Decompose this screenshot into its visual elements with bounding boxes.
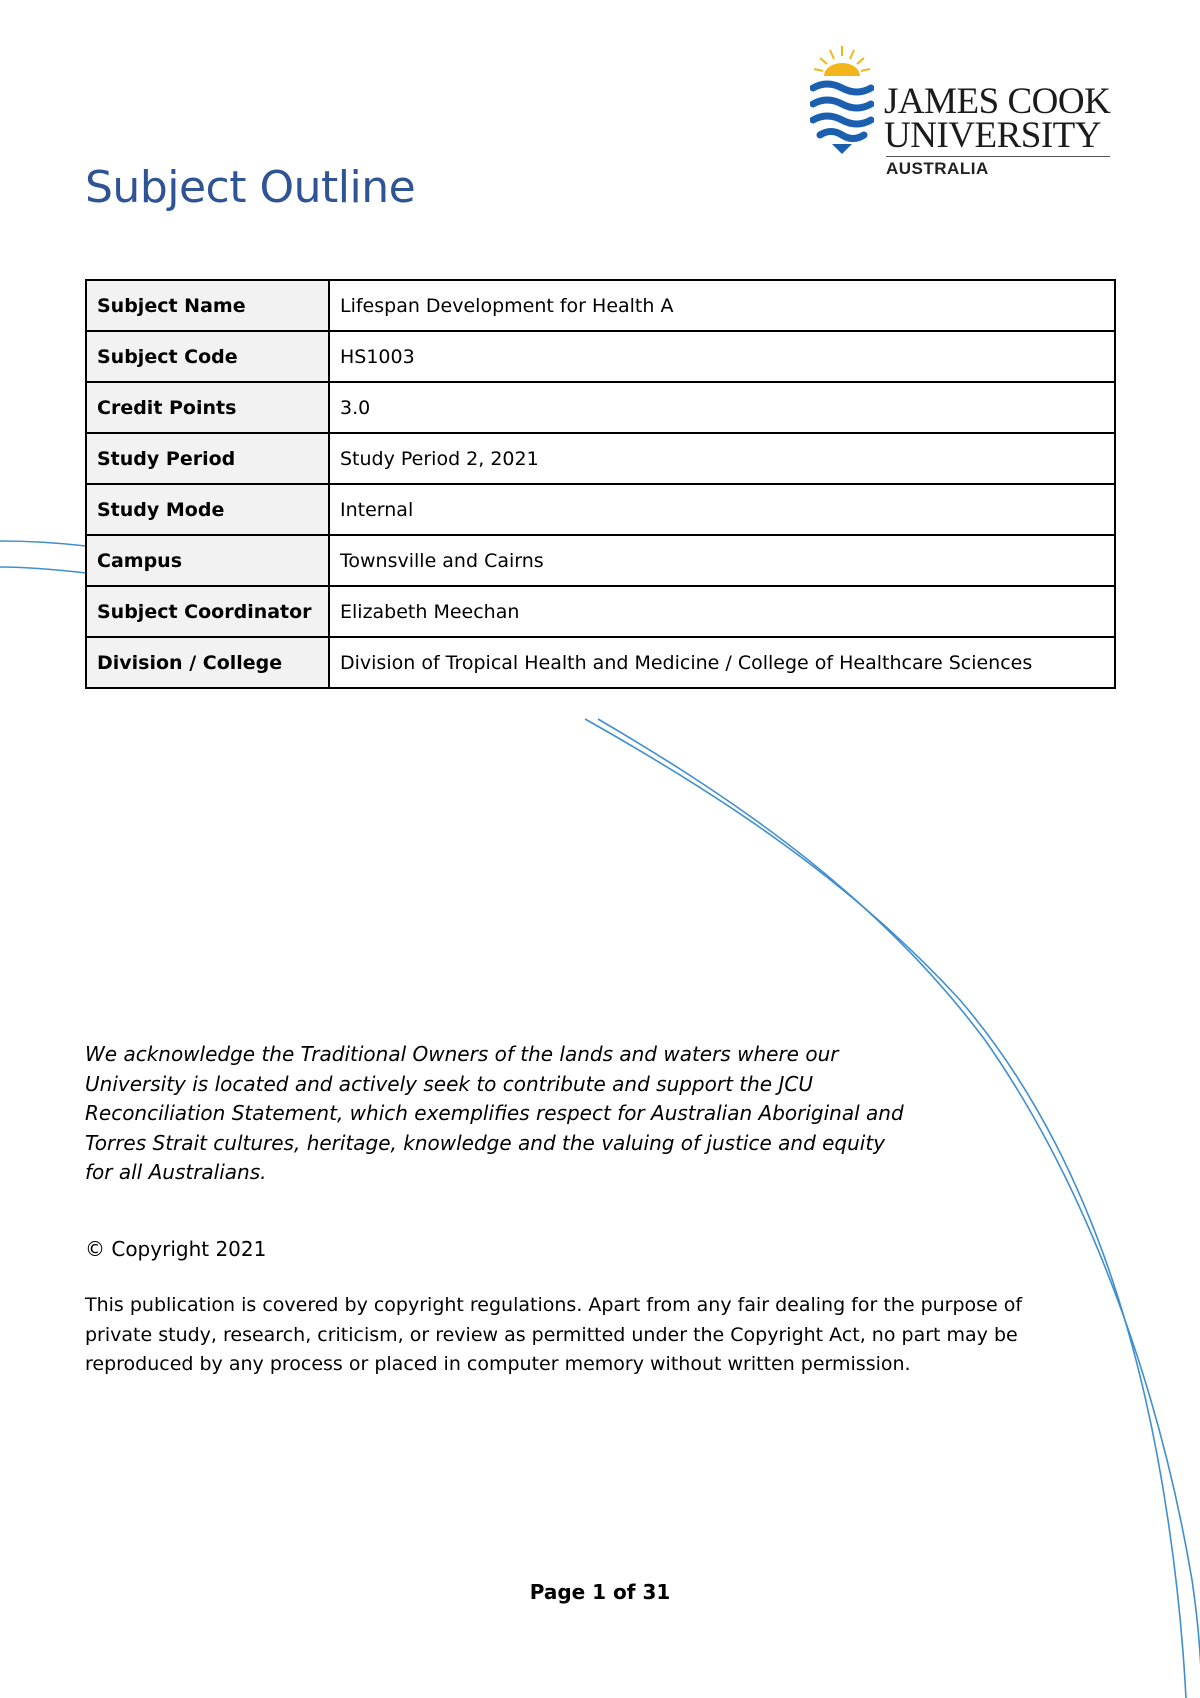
row-label-division-college: Division / College [86,637,329,688]
row-label-subject-name: Subject Name [86,280,329,331]
copyright-notice: This publication is covered by copyright regulations. Apart from any fair dealing for the purpose of private study, research, criticism, or review as permitted under the Copyright Act, no part may be reproduced by any process or placed in computer memory without written permission. [85,1294,1023,1375]
row-label-subject-code: Subject Code [86,331,329,382]
jcu-emblem [810,46,874,156]
row-label-subject-coordinator: Subject Coordinator [86,586,329,637]
page-title: Subject Outline [85,162,416,213]
row-value-study-mode: Internal [329,484,1115,535]
jcu-logo [810,46,1115,181]
table-row [86,484,1115,535]
table-row [86,382,1115,433]
row-value-campus: Townsville and Cairns [329,535,1115,586]
logo-line-1: JAMES COOK [884,81,1111,122]
table-row [86,280,1115,331]
copyright-line: © Copyright 2021 [85,1237,267,1261]
row-value-study-period: Study Period 2, 2021 [329,433,1115,484]
row-value-subject-coordinator: Elizabeth Meechan [329,586,1115,637]
logo-line-2: UNIVERSITY [884,115,1101,156]
table-row [86,586,1115,637]
table-row [86,637,1115,688]
row-label-campus: Campus [86,535,329,586]
logo-divider [886,156,1110,157]
row-label-credit-points: Credit Points [86,382,329,433]
row-value-credit-points: 3.0 [329,382,1115,433]
row-value-division-college: Division of Tropical Health and Medicine / College of Healthcare Sciences [329,637,1115,688]
acknowledgement-statement: We acknowledge the Traditional Owners of the lands and waters where our University is located and actively seek to contribute and support the JCU Reconciliation Statement, which exemplifies respect for Australian Aboriginal and Torres Strait cultures, heritage, knowledge and the valuing of justice and equity for all Australians. [85,1042,904,1184]
table-row [86,535,1115,586]
row-label-study-mode: Study Mode [86,484,329,535]
row-value-subject-code: HS1003 [329,331,1115,382]
page-number: Page 1 of 31 [529,1580,671,1604]
row-label-study-period: Study Period [86,433,329,484]
subject-details-table [85,279,1116,689]
table-row [86,331,1115,382]
row-value-subject-name: Lifespan Development for Health A [329,280,1115,331]
logo-country: AUSTRALIA [886,159,989,178]
table-row [86,433,1115,484]
